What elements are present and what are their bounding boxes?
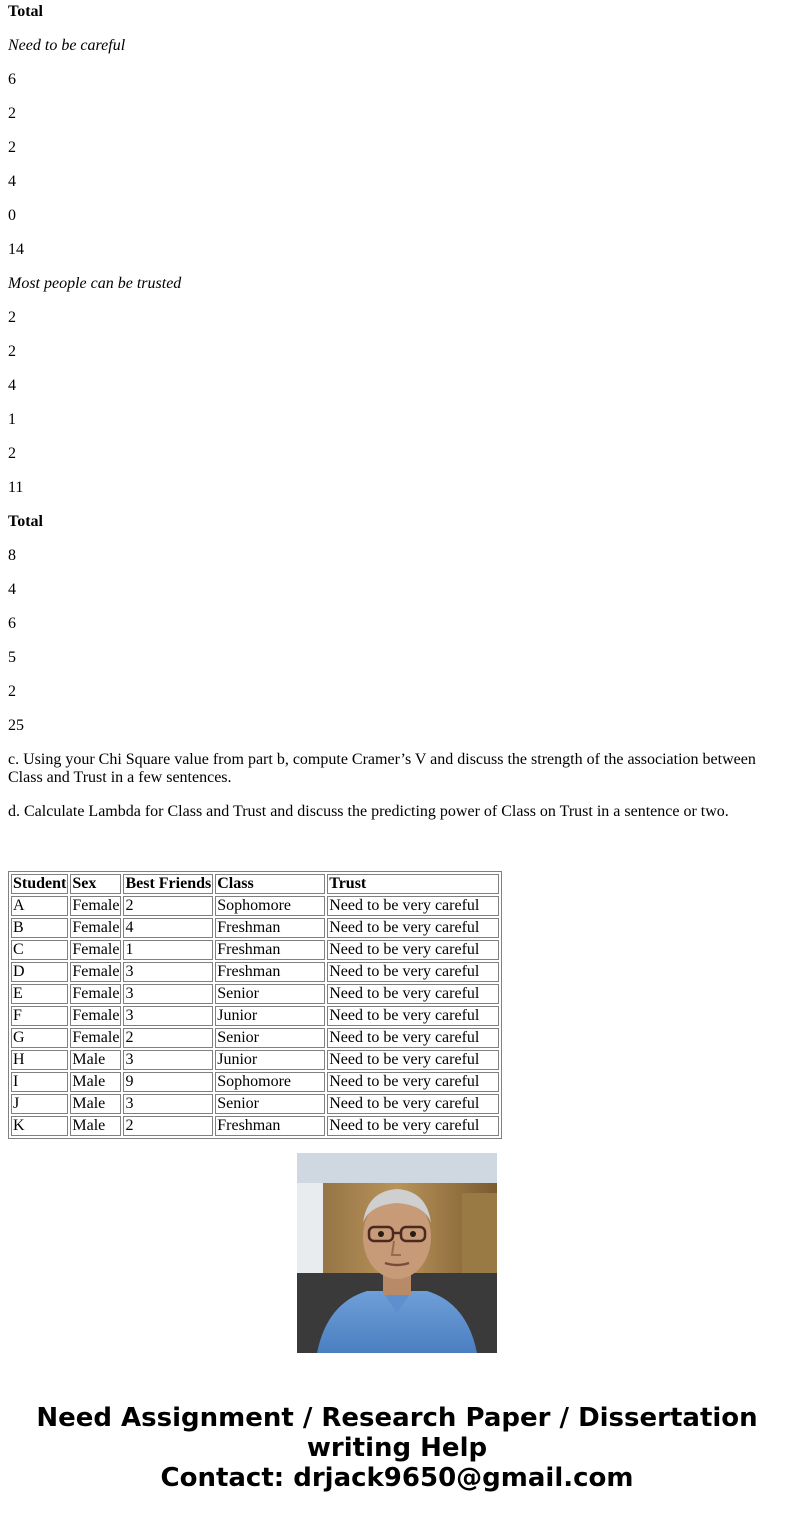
cell-student: F (11, 1006, 68, 1026)
cell-best-friends: 3 (123, 1006, 213, 1026)
cell-best-friends: 2 (123, 1028, 213, 1048)
banner-contact-email[interactable]: Contact: drjack9650@gmail.com (160, 1463, 634, 1493)
student-table (8, 871, 502, 1139)
cell-best-friends: 2 (123, 1116, 213, 1136)
cell-student: C (11, 940, 68, 960)
cell-trust: Need to be very careful (327, 1050, 499, 1070)
value-line: 2 (8, 139, 16, 156)
value-line: 2 (8, 683, 16, 700)
cell-sex: Female (72, 1029, 120, 1046)
cell-best-friends: 3 (123, 1050, 213, 1070)
table-row (11, 1006, 499, 1026)
cell-student: G (11, 1028, 68, 1048)
table-row (11, 1094, 499, 1114)
cell-class: Freshman (215, 1116, 325, 1136)
cell-trust: Need to be very careful (327, 896, 499, 916)
cell-trust: Need to be very careful (327, 962, 499, 982)
value-line: 6 (8, 71, 16, 88)
value-line: 0 (8, 207, 16, 224)
table-row (11, 1028, 499, 1048)
cell-sex: Male (70, 1050, 121, 1070)
cell-sex: Female (72, 985, 120, 1002)
table-row (11, 940, 499, 960)
cell-sex: Female (72, 941, 120, 958)
value-line: 2 (8, 309, 16, 326)
cell-class: Junior (215, 1050, 325, 1070)
cell-best-friends: 3 (123, 984, 213, 1004)
cell-trust: Need to be very careful (327, 1116, 499, 1136)
cell-class: Sophomore (215, 1072, 325, 1092)
cell-trust: Need to be very careful (327, 984, 499, 1004)
value-line: 2 (8, 445, 16, 462)
cell-best-friends: 9 (123, 1072, 213, 1092)
value-line: 25 (8, 717, 24, 734)
cell-trust: Need to be very careful (327, 1028, 499, 1048)
cell-student: K (11, 1116, 68, 1136)
table-row (11, 1116, 499, 1136)
cell-trust: Need to be very careful (327, 940, 499, 960)
cell-class: Junior (215, 1006, 325, 1026)
cell-trust: Need to be very careful (327, 918, 499, 938)
cell-sex: Female (72, 1007, 120, 1024)
cell-class: Freshman (215, 918, 325, 938)
value-line: 11 (8, 479, 24, 496)
cell-student: H (11, 1050, 68, 1070)
cell-best-friends: 3 (123, 962, 213, 982)
table-row (11, 984, 499, 1004)
table-row (11, 1072, 499, 1092)
cell-sex: Male (70, 1116, 121, 1136)
cell-class: Freshman (215, 962, 325, 982)
cell-class: Sophomore (215, 896, 325, 916)
cell-sex: Female (72, 919, 120, 936)
value-line: 1 (8, 411, 16, 428)
value-line: 4 (8, 173, 16, 190)
value-line: 4 (8, 377, 16, 394)
student-table-wrapper (8, 871, 502, 1134)
cell-student: I (11, 1072, 68, 1092)
table-row (11, 918, 499, 938)
cell-trust: Need to be very careful (327, 1006, 499, 1026)
total-heading: Total (8, 513, 43, 530)
value-line: 2 (8, 105, 16, 122)
cell-class: Freshman (215, 940, 325, 960)
cell-trust: Need to be very careful (327, 1094, 499, 1114)
cell-student: B (11, 918, 68, 938)
table-row (11, 1050, 499, 1070)
value-line: 14 (8, 241, 24, 258)
cell-sex: Male (70, 1072, 121, 1092)
cell-student: J (11, 1094, 68, 1114)
cell-student: A (11, 896, 68, 916)
value-line: 8 (8, 547, 16, 564)
value-line: 4 (8, 581, 16, 598)
cell-best-friends: 1 (123, 940, 213, 960)
cell-student: D (11, 962, 68, 982)
category-label-careful: Need to be careful (8, 37, 126, 54)
value-line: 6 (8, 615, 16, 632)
author-avatar (297, 1153, 497, 1353)
cell-best-friends: 4 (123, 918, 213, 938)
cell-sex: Female (72, 897, 120, 914)
question-d: d. Calculate Lambda for Class and Trust and discuss the predicting power of Class on Trust in a sentence or two. (8, 803, 729, 820)
table-row (11, 896, 499, 916)
banner-line-2: writing Help (306, 1433, 488, 1463)
header-best-friends: Best Friends (125, 875, 212, 892)
question-c: c. Using your Chi Square value from part b, compute Cramer’s V and discuss the strength of the association between Class and Trust in a few sentences. (8, 751, 756, 786)
cell-sex: Female (72, 963, 120, 980)
value-line: 5 (8, 649, 16, 666)
category-label-trusted: Most people can be trusted (8, 275, 182, 292)
cell-class: Senior (215, 984, 325, 1004)
header-student: Student (13, 875, 67, 892)
value-line: 2 (8, 343, 16, 360)
table-header-row (11, 874, 499, 894)
banner-line-1: Need Assignment / Research Paper / Dissertation (36, 1403, 758, 1433)
cell-class: Senior (215, 1094, 325, 1114)
cell-trust: Need to be very careful (327, 1072, 499, 1092)
cell-best-friends: 3 (123, 1094, 213, 1114)
cell-student: E (11, 984, 68, 1004)
cell-class: Senior (215, 1028, 325, 1048)
cell-best-friends: 2 (123, 896, 213, 916)
header-sex: Sex (70, 874, 121, 894)
table-row (11, 962, 499, 982)
contact-banner (0, 1403, 794, 1493)
cell-sex: Male (70, 1094, 121, 1114)
header-class: Class (215, 874, 325, 894)
total-heading: Total (8, 3, 43, 20)
header-trust: Trust (327, 874, 499, 894)
avatar-portrait-image (297, 1153, 497, 1353)
